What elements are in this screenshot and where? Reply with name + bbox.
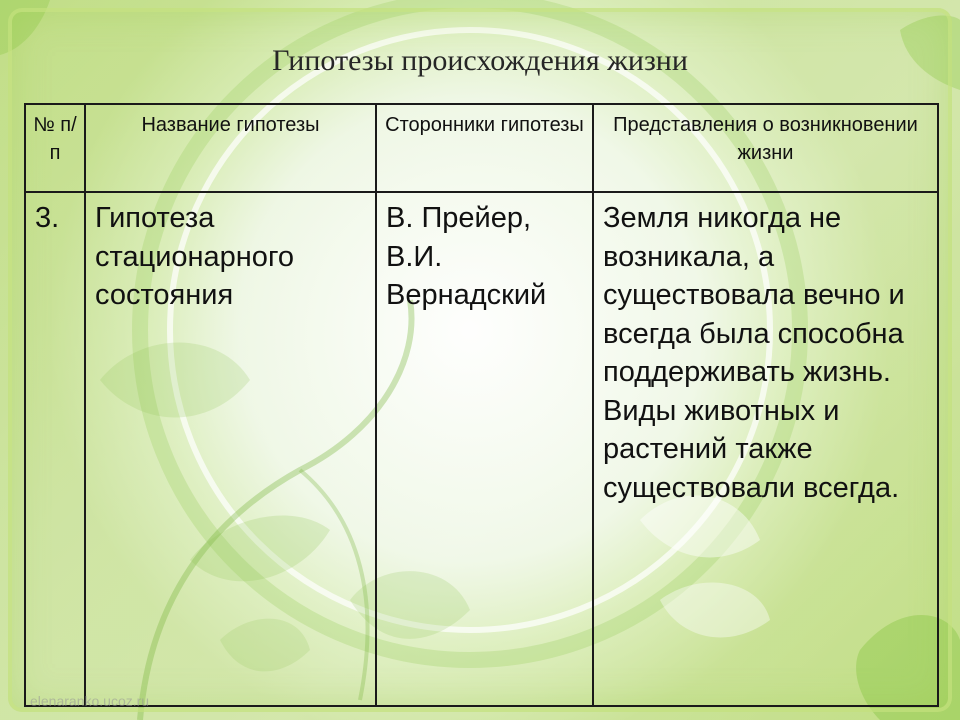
header-supporters: Сторонники гипотезы xyxy=(376,104,593,192)
cell-hypothesis-name: Гипотеза стационарного состояния xyxy=(85,192,376,706)
header-number: № п/п xyxy=(25,104,85,192)
cell-supporters: В. Прейер, В.И. Вернадский xyxy=(376,192,593,706)
table-row xyxy=(25,192,938,706)
watermark: elenaranko.ucoz.ru xyxy=(30,693,150,709)
slide-title: Гипотезы происхождения жизни xyxy=(272,44,688,77)
table-header-row xyxy=(25,104,938,192)
cell-number: 3. xyxy=(25,192,85,706)
hypothesis-table xyxy=(24,103,939,707)
header-origin-ideas: Представления о возникновении жизни xyxy=(593,104,938,192)
cell-origin-ideas: Земля никогда не возникала, а существовала вечно и всегда была способна поддерживать жизнь. Виды животных и растений также существовали всегда. xyxy=(593,192,938,706)
header-hypothesis-name: Название гипотезы xyxy=(85,104,376,192)
